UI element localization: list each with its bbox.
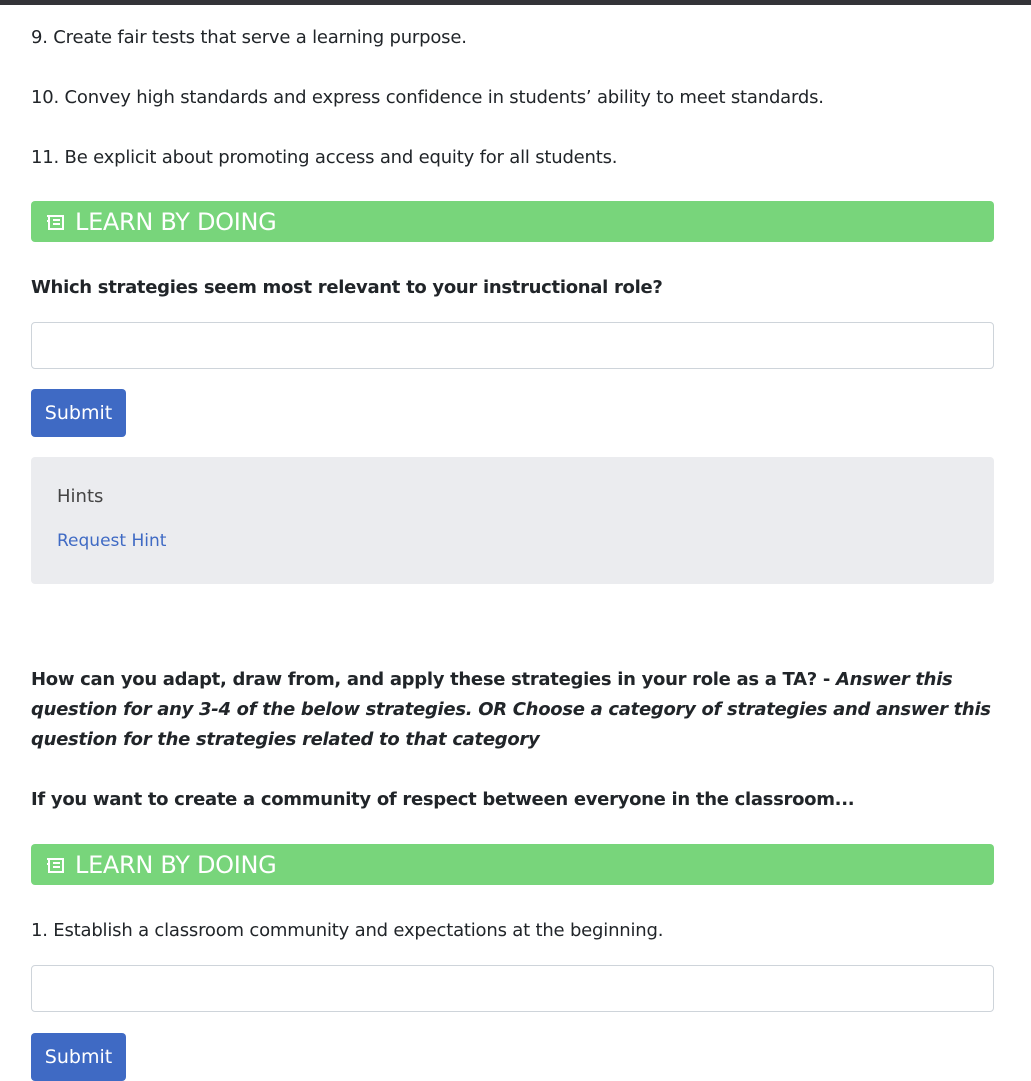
- learn-by-doing-banner: [31, 844, 994, 885]
- request-hint-link[interactable]: Request Hint: [57, 531, 167, 551]
- activity-icon: [45, 856, 65, 874]
- answer-input[interactable]: [31, 965, 994, 1012]
- learn-by-doing-banner: [31, 201, 994, 242]
- question-instructions: Answer this question for any 3-4 of the below strategies. OR Choose a category of strategies and answer this question for the strategies related to that category: [31, 669, 991, 750]
- hints-title: Hints: [57, 486, 104, 507]
- hints-panel: [31, 457, 994, 584]
- submit-button[interactable]: Submit: [31, 389, 126, 437]
- submit-button[interactable]: Submit: [31, 1033, 126, 1081]
- activity-icon: [45, 213, 65, 231]
- strategy-item: 9. Create fair tests that serve a learning purpose.: [31, 27, 467, 48]
- answer-input[interactable]: [31, 322, 994, 369]
- strategy-item: 1. Establish a classroom community and expectations at the beginning.: [31, 920, 664, 941]
- section-heading: If you want to create a community of respect between everyone in the classroom...: [31, 789, 855, 810]
- question-prompt: Which strategies seem most relevant to your instructional role?: [31, 277, 663, 298]
- banner-label: LEARN BY DOING: [75, 850, 277, 879]
- strategy-item: 11. Be explicit about promoting access and equity for all students.: [31, 147, 618, 168]
- banner-label: LEARN BY DOING: [75, 207, 277, 236]
- strategy-item: 10. Convey high standards and express confidence in students’ ability to meet standards.: [31, 87, 824, 108]
- question-bold: How can you adapt, draw from, and apply these strategies in your role as a TA? -: [31, 669, 837, 690]
- top-bar: [0, 0, 1031, 5]
- question-prompt-2: [31, 665, 996, 755]
